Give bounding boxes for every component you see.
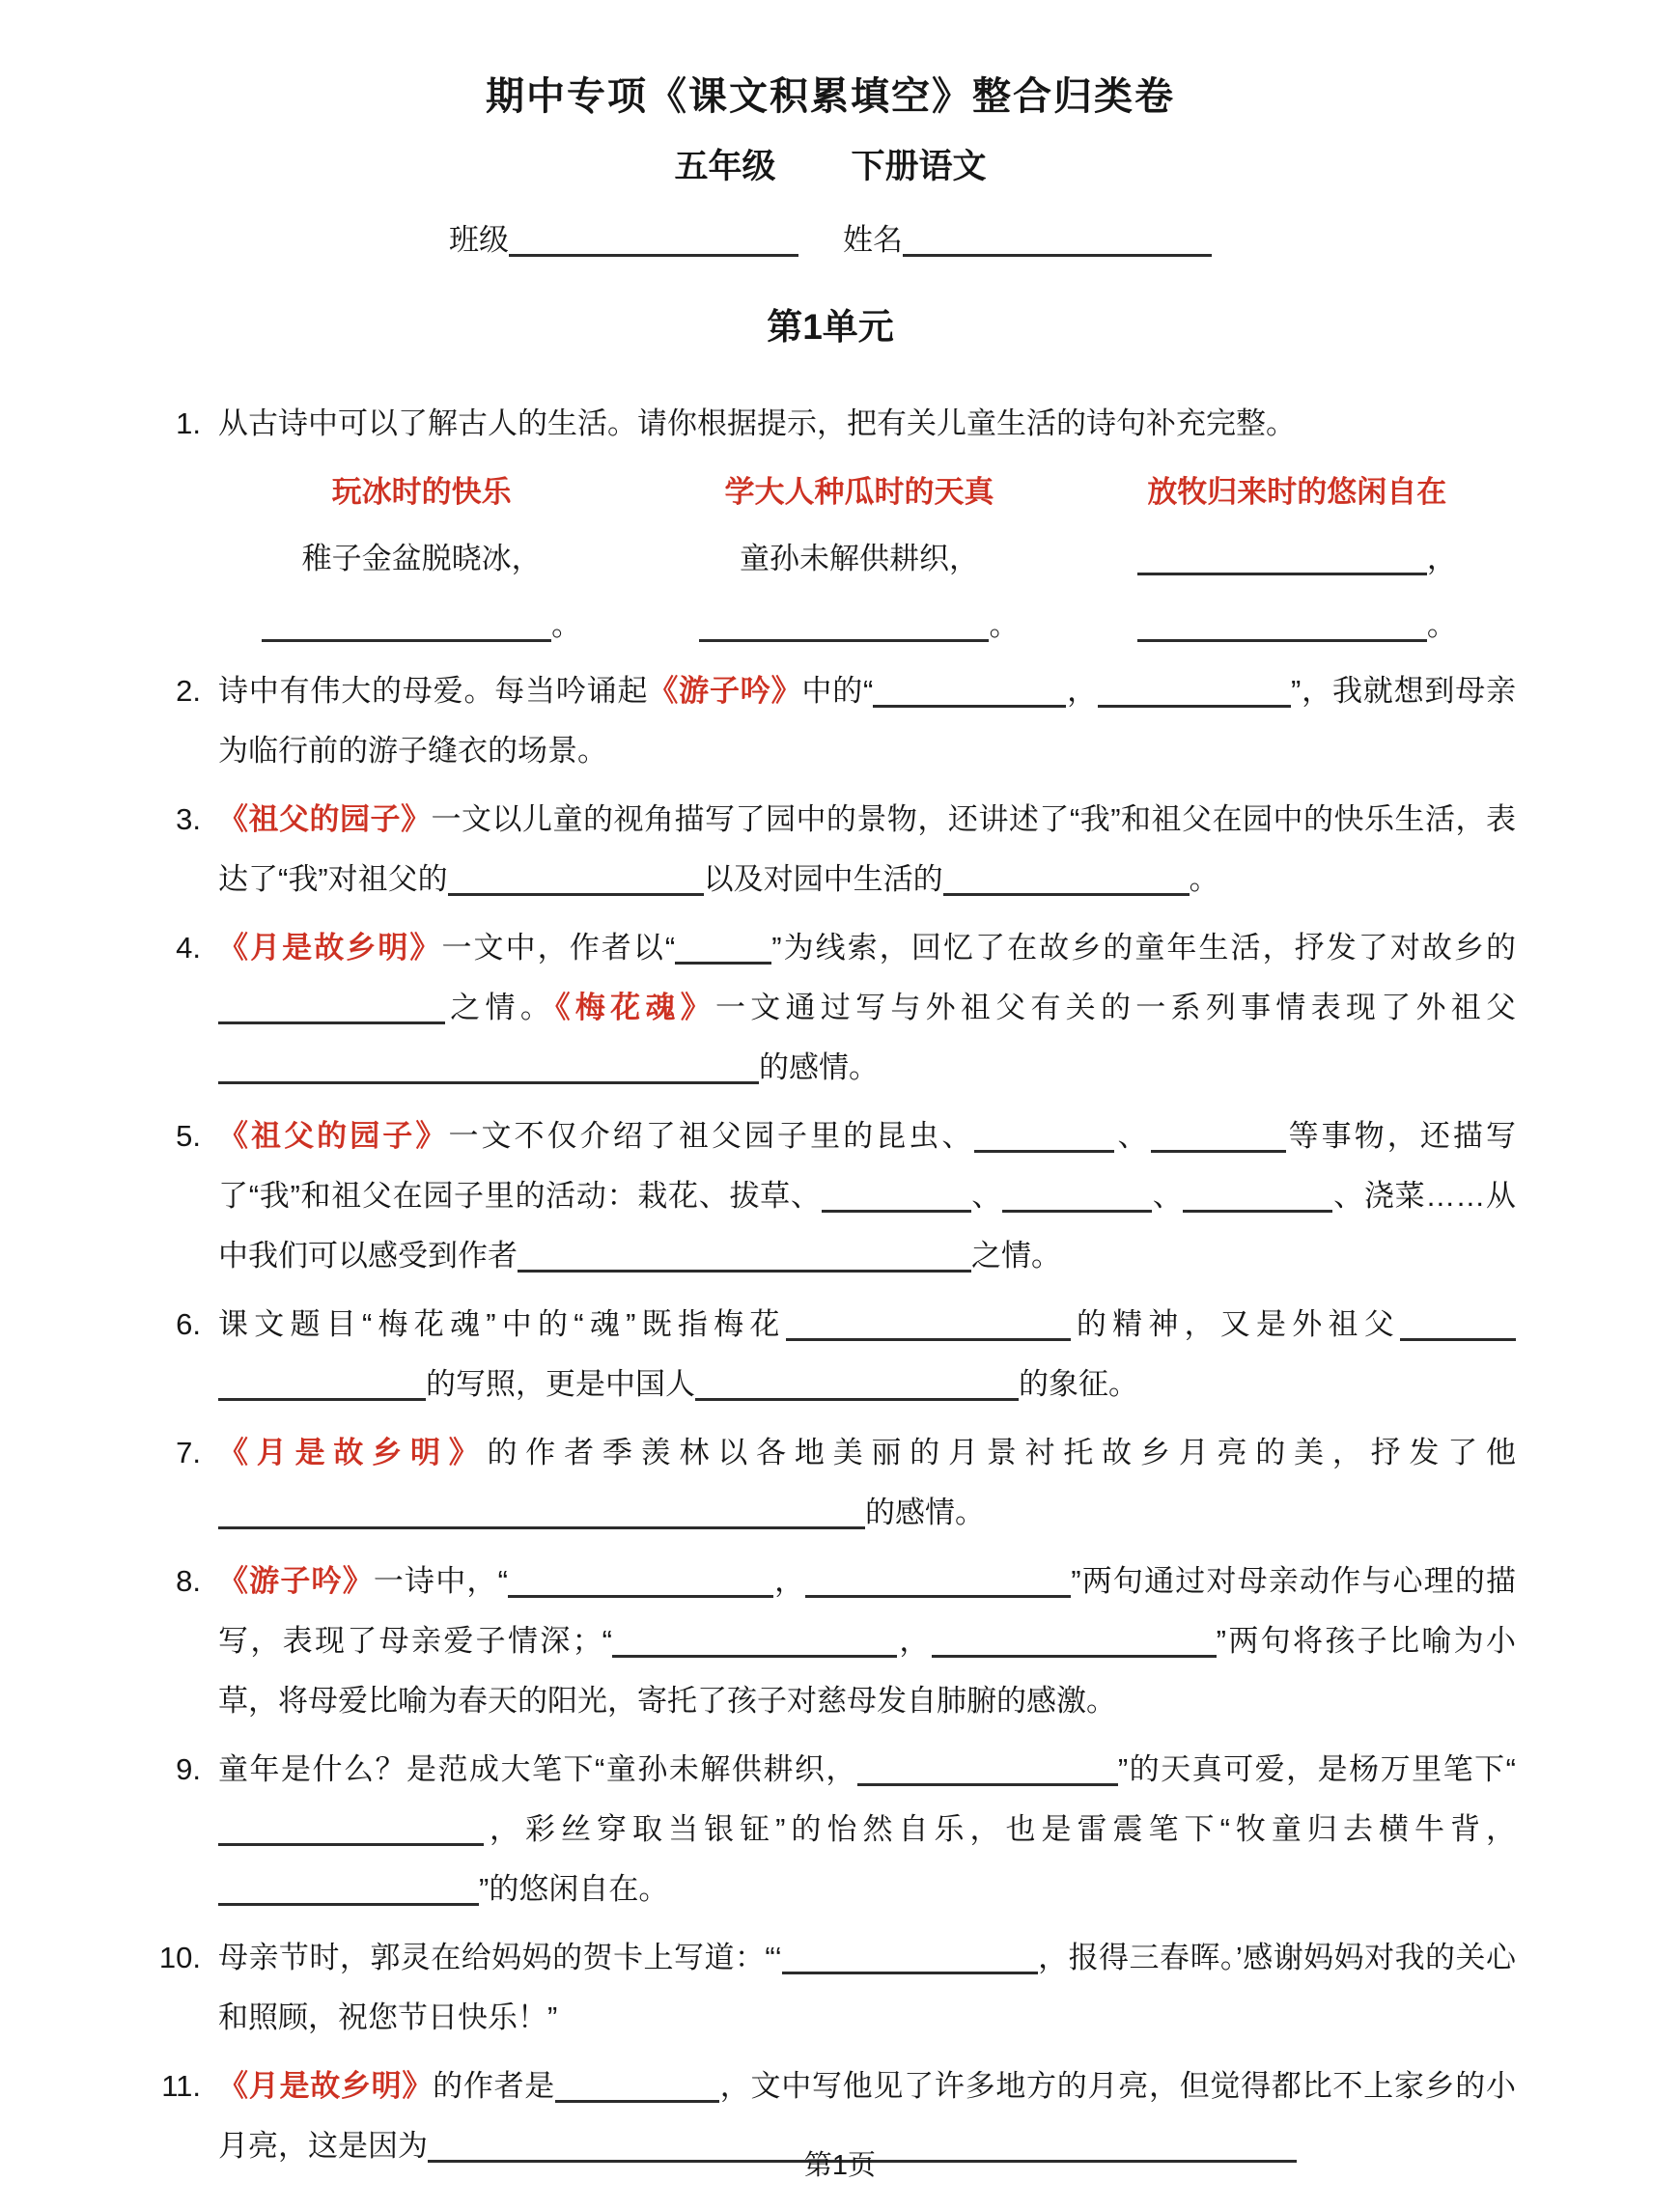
question-text-segment: 以及对园中生活的 [703,862,943,896]
answer-blank[interactable] [873,677,1066,708]
question-number: 8. [176,1564,201,1598]
question-text-segment: ”的悠闲自在。 [479,1872,669,1906]
identity-line [145,215,1516,259]
poem-line [1078,534,1516,577]
answer-blank[interactable] [974,1122,1114,1153]
question-text-segment: 的感情。 [759,1050,879,1084]
question-2 [145,661,1516,781]
question-text-segment: 诗中有伟大的母爱。每当吟诵起 [218,674,649,708]
question-text-segment: 、浇菜……从中我们可以感受到作者 [218,1179,1517,1273]
question-number: 9. [176,1752,201,1786]
question-number: 10. [158,1941,201,1974]
question-text-segment: 等事物，还描写了“我”和祖父在园子里的活动：栽花、拔草、 [218,1119,1516,1213]
answer-blank[interactable] [932,1627,1217,1658]
question-text-segment: 一文以儿童的视角描写了园中的景物，还讲述了“我”和祖父在园中的快乐生活，表达了“我”对祖父的 [218,802,1516,896]
question-text-segment: 、 [1152,1179,1184,1213]
poem-column-header: 学大人种瓜时的天真 [724,475,994,509]
question-text-segment: ，彩丝穿取当银钲”的怡然自乐，也是雷震笔下“牧童归去横牛背， [484,1812,1516,1846]
question-number: 1. [176,406,201,440]
question-text-segment: 之情。 [971,1239,1061,1273]
answer-blank[interactable] [218,1875,479,1906]
answer-blank[interactable] [782,1944,1038,1974]
poem-line [640,534,1078,577]
question-9 [145,1740,1516,1919]
question-5 [145,1106,1516,1286]
question-text-segment: ，报得三春晖。’感谢妈妈对我的关心和照顾，祝您节日快乐！” [218,1941,1516,2034]
question-text-segment: 的象征。 [1019,1367,1138,1401]
question-text-segment: 一文不仅介绍了祖父园子里的昆虫、 [448,1119,975,1153]
question-text-segment: 。 [551,608,582,643]
question-10 [145,1928,1516,2048]
answer-blank[interactable] [518,1242,971,1273]
question-text-segment: ， [772,1564,806,1598]
question-text-segment: 。 [1426,608,1457,643]
question-3 [145,790,1516,909]
question-text-segment: 童孙未解供耕织， [739,542,979,576]
question-text-segment: 童年是什么？是范成大笔下“童孙未解供耕织， [218,1752,857,1786]
question-text-segment: ”两句通过对母亲动作与心理的描写，表现了母亲爱子情深；“ [218,1564,1517,1658]
answer-blank[interactable] [822,1182,971,1213]
questions-list [145,661,1516,2176]
question-text: 从古诗中可以了解古人的生活。请你根据提示，把有关儿童生活的诗句补充完整。 [218,406,1296,440]
question-number: 6. [176,1307,201,1341]
answer-blank[interactable] [218,1815,484,1846]
poem-column [1078,467,1516,644]
name-input-blank[interactable] [903,226,1212,257]
question-number: 7. [176,1436,201,1469]
question-text-segment: ，文中写他见了许多地方的月亮，但觉得都比不上家乡的小月亮，这是因为 [218,2069,1517,2163]
answer-blank[interactable] [1137,611,1427,642]
answer-blank[interactable] [218,1498,508,1529]
question-text-segment: 。 [1189,862,1219,896]
question-number: 3. [176,802,201,836]
question-text-segment: 的作者是 [433,2069,556,2103]
answer-blank[interactable] [1137,545,1427,575]
answer-blank[interactable] [508,1498,865,1529]
course-title-text: 《祖父的园子》 [218,802,432,836]
question-text-segment: ”两句将孩子比喻为小草，将母爱比喻为春天的阳光，寄托了孩子对慈母发自肺腑的感激。 [218,1624,1516,1718]
book-label: 下册语文 [851,148,987,185]
answer-blank[interactable] [1400,1310,1516,1341]
question-text-segment: 、 [1114,1119,1151,1153]
course-title-text: 《月是故乡明》 [218,2069,434,2103]
page-subtitle [145,140,1516,188]
question-text-segment: 课文题目“梅花魂”中的“魂”既指梅花 [218,1307,786,1341]
answer-blank[interactable] [943,865,1190,896]
question-text-segment: 。 [989,608,1020,643]
page-title: 期中专项《课文积累填空》整合归类卷 [486,75,1175,118]
question-6 [145,1295,1516,1414]
grade-label: 五年级 [674,148,776,185]
question-text-segment: ”的天真可爱，是杨万里笔下“ [1117,1752,1516,1786]
question-text-segment: ， [1066,674,1098,708]
question-text-segment: 中的“ [801,674,874,708]
question-7 [145,1423,1516,1543]
answer-blank[interactable] [612,1627,897,1658]
answer-blank[interactable] [508,1567,773,1598]
poem-line [1078,601,1516,644]
question-number: 11. [161,2069,201,2103]
poem-column-header: 放牧归来时的悠闲自在 [1147,475,1447,509]
question-4 [145,918,1516,1098]
question-text-segment: ， [1426,542,1457,576]
poem-line [640,601,1078,644]
answer-blank[interactable] [805,1567,1071,1598]
answer-blank[interactable] [1098,677,1291,708]
question-text-segment: ”为线索，回忆了在故乡的童年生活，抒发了对故乡的 [771,931,1517,965]
question-text-segment: 的作者季羡林以各地美丽的月景衬托故乡月亮的美，抒发了他 [487,1436,1516,1469]
answer-blank[interactable] [857,1755,1118,1786]
section-title: 第1单元 [767,307,894,347]
answer-blank[interactable] [218,993,445,1024]
question-text-segment: 之情。 [445,991,556,1024]
answer-blank[interactable] [1002,1182,1152,1213]
class-label: 班级 [449,223,509,257]
question-1-prompt [145,394,1516,454]
poem-line [203,601,640,644]
question-text-segment: 的写照，更是中国人 [426,1367,695,1401]
question-number: 5. [176,1119,201,1153]
poem-columns [203,467,1516,644]
answer-blank[interactable] [695,1370,1019,1401]
page-footer: 第1页 [803,2150,877,2181]
course-title-text: 《月是故乡明》 [218,931,442,965]
question-text-segment: 、 [970,1179,1003,1213]
question-8 [145,1552,1516,1731]
question-text-segment: 的精神，又是外祖父 [1070,1307,1401,1341]
poem-column [203,467,640,644]
course-title-text: 《梅花魂》 [555,991,715,1024]
question-text-segment: ”，我就想到母亲为临行前的游子缝衣的场景。 [218,674,1517,768]
question-text-segment: 的感情。 [865,1496,985,1529]
question-1 [145,394,1516,644]
poem-line [203,534,640,577]
course-title-text: 《月是故乡明》 [218,1436,488,1469]
question-number: 4. [176,931,201,965]
answer-blank[interactable] [699,611,989,642]
answer-blank[interactable] [1183,1182,1332,1213]
poem-column [640,467,1078,644]
course-title-text: 《游子吟》 [218,1564,374,1598]
answer-blank[interactable] [218,1053,759,1084]
question-text-segment: ， [897,1624,932,1658]
question-text-segment: 一文通过写与外祖父有关的一系列事情表现了外祖父 [714,991,1517,1024]
answer-blank[interactable] [555,2072,719,2103]
answer-blank[interactable] [675,934,771,965]
course-title-text: 《祖父的园子》 [218,1119,449,1153]
course-title-text: 《游子吟》 [648,674,802,708]
poem-column-header: 玩冰时的快乐 [331,475,512,509]
answer-blank[interactable] [262,611,551,642]
name-label: 姓名 [843,223,903,257]
question-text-segment: 母亲节时，郭灵在给妈妈的贺卡上写道：“‘ [218,1941,782,1974]
answer-blank[interactable] [786,1310,1071,1341]
answer-blank[interactable] [448,865,704,896]
answer-blank[interactable] [1151,1122,1286,1153]
question-text-segment: 一诗中，“ [373,1564,508,1598]
question-text-segment: 稚子金盆脱晓冰， [301,542,542,576]
question-text-segment: 一文中，作者以“ [441,931,676,965]
answer-blank[interactable] [218,1370,426,1401]
question-number: 2. [176,674,201,708]
class-input-blank[interactable] [509,226,798,257]
